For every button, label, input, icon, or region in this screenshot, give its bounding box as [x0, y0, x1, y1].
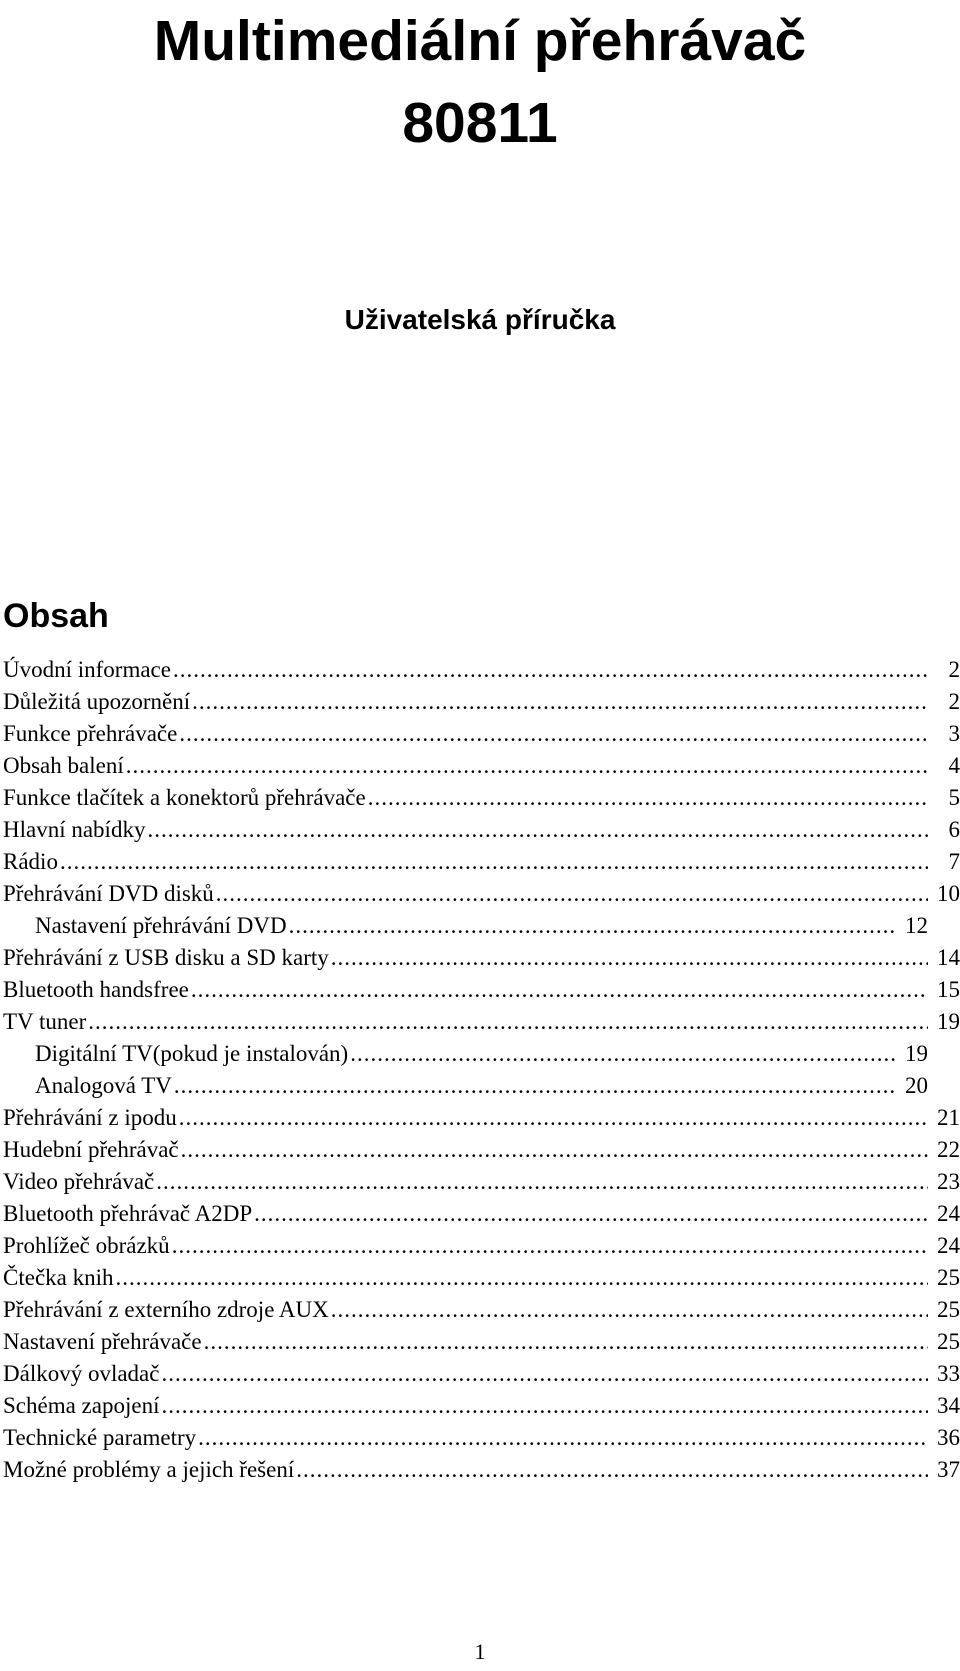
toc-entry[interactable] [0, 1006, 960, 1038]
toc-dot-leader [204, 1326, 928, 1358]
toc-entry[interactable] [0, 1070, 960, 1102]
toc-dot-leader [331, 1294, 928, 1326]
toc-dot-leader [192, 686, 928, 718]
toc-entry-page: 33 [937, 1361, 960, 1386]
toc-entry[interactable] [0, 1198, 960, 1230]
toc-dot-leader [350, 1038, 896, 1070]
toc-entry[interactable] [0, 814, 960, 846]
toc-entry-label: Analogová TV [35, 1073, 172, 1098]
toc-entry[interactable] [0, 878, 960, 910]
toc-entry-page: 10 [937, 881, 960, 906]
toc-entry[interactable] [0, 1294, 960, 1326]
document-title-line2: 80811 [402, 91, 558, 155]
toc-dot-leader [173, 654, 928, 686]
toc-entry-page: 25 [937, 1297, 960, 1322]
toc-entry-label: Funkce přehrávače [3, 721, 178, 746]
toc-entry[interactable] [0, 1038, 960, 1070]
toc-entry-page: 5 [948, 785, 960, 810]
toc-dot-leader [181, 1134, 928, 1166]
toc-entry-page: 23 [937, 1169, 960, 1194]
toc-entry[interactable] [0, 1326, 960, 1358]
toc-dot-leader [179, 718, 928, 750]
toc-dot-leader [296, 1454, 928, 1486]
toc-entry-label: Schéma zapojení [3, 1393, 160, 1418]
table-of-contents [0, 654, 960, 1486]
toc-dot-leader [147, 814, 928, 846]
toc-entry[interactable] [0, 782, 960, 814]
toc-entry[interactable] [0, 750, 960, 782]
document-title [0, 0, 960, 164]
toc-entry-label: Hlavní nabídky [3, 817, 146, 842]
toc-entry-label: TV tuner [3, 1009, 87, 1034]
toc-entry-page: 12 [905, 913, 928, 938]
toc-entry[interactable] [0, 1230, 960, 1262]
toc-entry-page: 37 [937, 1457, 960, 1482]
toc-entry-page: 21 [937, 1105, 960, 1130]
toc-entry-page: 24 [937, 1233, 960, 1258]
toc-entry[interactable] [0, 686, 960, 718]
toc-entry-page: 6 [948, 817, 960, 842]
toc-entry[interactable] [0, 1422, 960, 1454]
toc-entry-label: Důležitá upozornění [3, 689, 191, 714]
toc-entry-page: 22 [937, 1137, 960, 1162]
toc-dot-leader [174, 1070, 896, 1102]
toc-dot-leader [161, 1390, 928, 1422]
toc-dot-leader [198, 1422, 928, 1454]
toc-dot-leader [179, 1102, 928, 1134]
toc-entry[interactable] [0, 1262, 960, 1294]
toc-dot-leader [331, 942, 928, 974]
toc-dot-leader [156, 1166, 928, 1198]
toc-entry[interactable] [0, 654, 960, 686]
toc-entry-page: 2 [948, 657, 960, 682]
toc-dot-leader [116, 1262, 929, 1294]
toc-entry[interactable] [0, 1454, 960, 1486]
toc-entry-label: Čtečka knih [3, 1265, 114, 1290]
toc-entry-label: Obsah balení [3, 753, 124, 778]
toc-entry-label: Přehrávání z USB disku a SD karty [3, 945, 329, 970]
toc-entry-page: 15 [937, 977, 960, 1002]
toc-entry-label: Prohlížeč obrázků [3, 1233, 170, 1258]
toc-entry-page: 25 [937, 1329, 960, 1354]
toc-entry-label: Přehrávání DVD disků [3, 881, 214, 906]
toc-dot-leader [60, 846, 928, 878]
toc-entry[interactable] [0, 1358, 960, 1390]
toc-entry-label: Nastavení přehrávání DVD [35, 913, 287, 938]
toc-entry-label: Dálkový ovladač [3, 1361, 160, 1386]
toc-entry-page: 25 [937, 1265, 960, 1290]
toc-entry-page: 3 [948, 721, 960, 746]
toc-heading: Obsah [3, 597, 109, 635]
toc-dot-leader [289, 910, 896, 942]
toc-entry-page: 4 [948, 753, 960, 778]
toc-entry-label: Nastavení přehrávače [3, 1329, 202, 1354]
toc-entry-label: Technické parametry [3, 1425, 197, 1450]
toc-entry-label: Možné problémy a jejich řešení [3, 1457, 295, 1482]
toc-entry[interactable] [0, 718, 960, 750]
toc-entry-label: Úvodní informace [3, 657, 171, 682]
toc-dot-leader [126, 750, 928, 782]
toc-entry-label: Video přehrávač [3, 1169, 155, 1194]
toc-entry-label: Přehrávání z externího zdroje AUX [3, 1297, 329, 1322]
toc-entry-page: 7 [948, 849, 960, 874]
toc-dot-leader [88, 1006, 928, 1038]
toc-entry-label: Digitální TV(pokud je instalován) [35, 1041, 349, 1066]
toc-dot-leader [172, 1230, 928, 1262]
toc-dot-leader [161, 1358, 928, 1390]
toc-dot-leader [368, 782, 928, 814]
toc-dot-leader [216, 878, 928, 910]
toc-entry-page: 19 [905, 1041, 928, 1066]
toc-entry-page: 24 [937, 1201, 960, 1226]
toc-dot-leader [191, 974, 928, 1006]
toc-entry-page: 2 [948, 689, 960, 714]
toc-entry-label: Funkce tlačítek a konektorů přehrávače [3, 785, 366, 810]
document-subtitle: Uživatelská příručka [344, 304, 616, 335]
toc-entry[interactable] [0, 1102, 960, 1134]
page-number: 1 [474, 1639, 486, 1664]
toc-entry-label: Přehrávání z ipodu [3, 1105, 177, 1130]
toc-entry-page: 19 [937, 1009, 960, 1034]
toc-entry-label: Rádio [3, 849, 58, 874]
toc-entry[interactable] [0, 1390, 960, 1422]
toc-entry[interactable] [0, 1134, 960, 1166]
toc-entry-page: 36 [937, 1425, 960, 1450]
toc-entry-page: 34 [937, 1393, 960, 1418]
toc-entry-label: Bluetooth přehrávač A2DP [3, 1201, 253, 1226]
toc-entry[interactable] [0, 942, 960, 974]
toc-entry[interactable] [0, 974, 960, 1006]
toc-entry[interactable] [0, 1166, 960, 1198]
toc-entry-label: Hudební přehrávač [3, 1137, 179, 1162]
toc-entry[interactable] [0, 846, 960, 878]
toc-entry[interactable] [0, 910, 960, 942]
toc-dot-leader [254, 1198, 928, 1230]
document-title-line1: Multimediální přehrávač [153, 9, 807, 73]
toc-entry-page: 20 [905, 1073, 928, 1098]
toc-entry-page: 14 [937, 945, 960, 970]
toc-entry-label: Bluetooth handsfree [3, 977, 189, 1002]
